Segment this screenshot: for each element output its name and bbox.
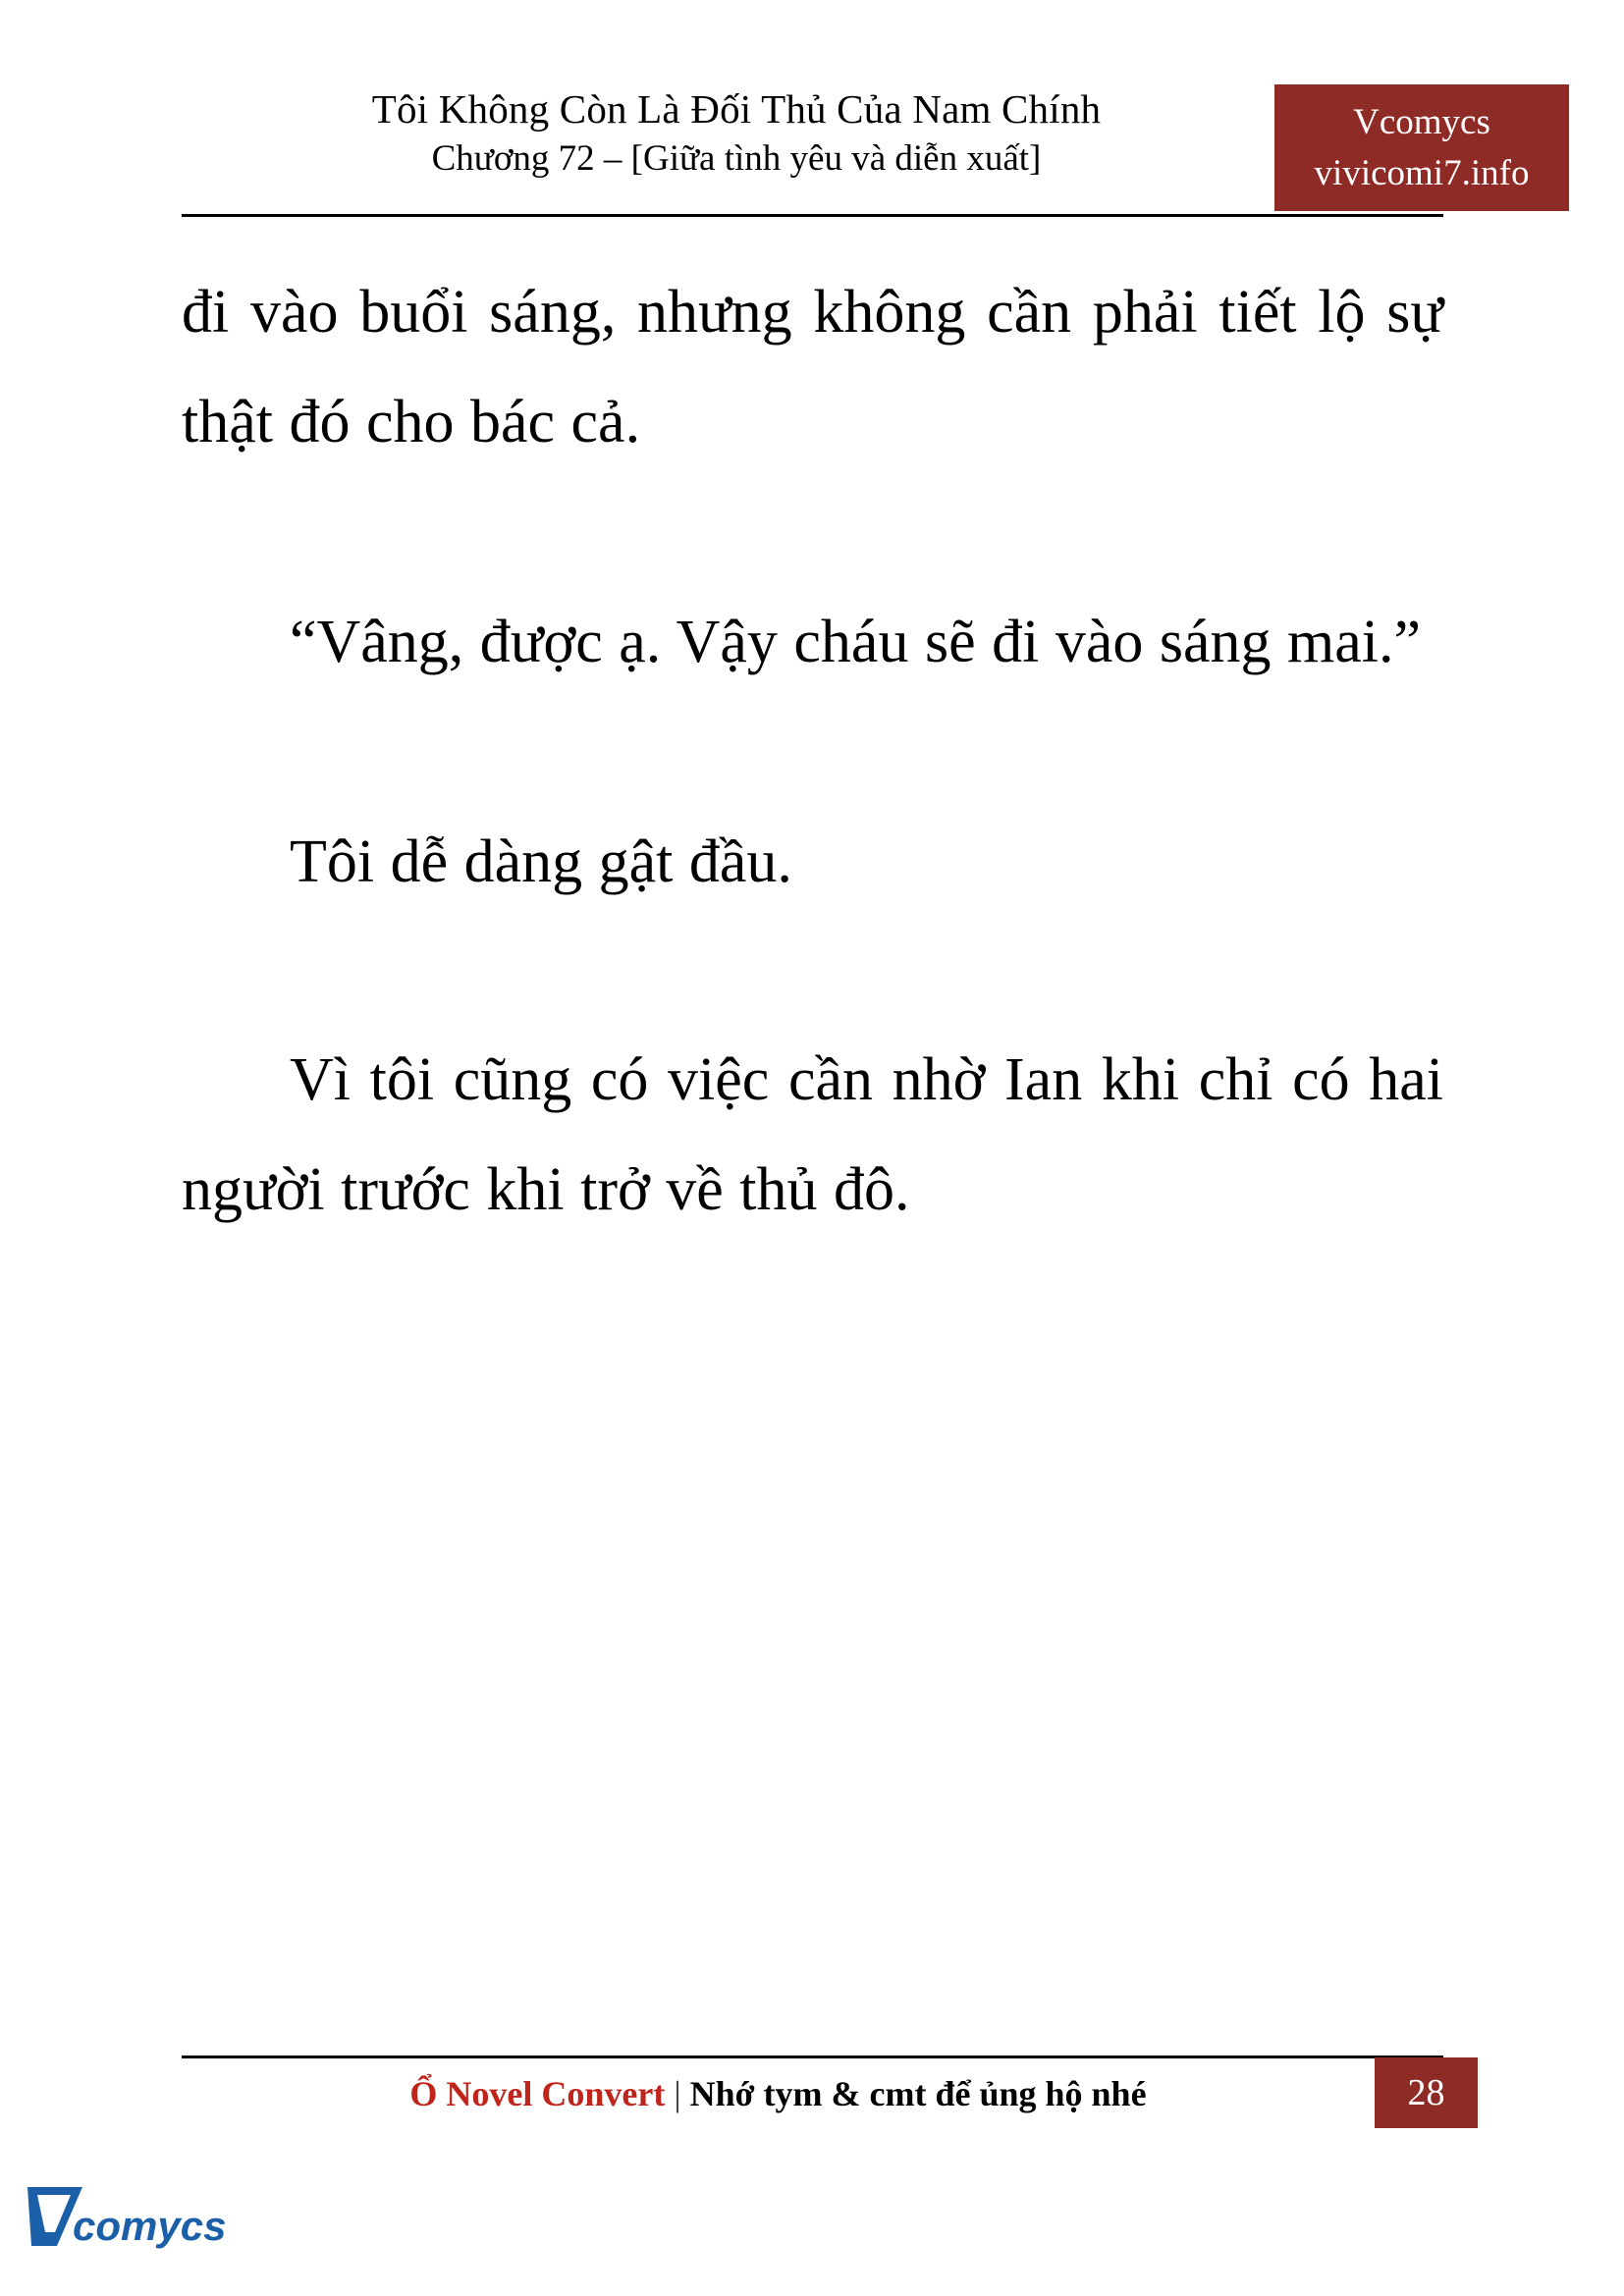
novel-title: Tôi Không Còn Là Đối Thủ Của Nam Chính [371,86,1102,132]
paragraph: “Vâng, được ạ. Vậy cháu sẽ đi vào sáng mai.” [290,609,1421,675]
footer-separator: | [674,2074,681,2113]
paragraph-spacer [182,477,1443,587]
vcomycs-watermark-logo [22,2181,277,2271]
page-content [182,257,1443,1245]
page-footer [182,2056,1443,2134]
brand-name: Vcomycs [1353,102,1490,142]
site-brand-badge [1274,84,1569,211]
paragraph: Tôi dễ dàng gật đầu. [290,828,792,895]
paragraph: đi vào buổi sáng, nhưng không cần phải tiết lộ sự thật đó cho bác cả. [182,279,1443,455]
page-number-badge: 28 [1375,2057,1478,2128]
svg-text:comycs: comycs [73,2203,227,2249]
page-header [182,83,1530,216]
brand-url: vivicomi7.info [1314,153,1530,193]
footer-credit [182,2063,1375,2124]
footer-divider [182,2056,1443,2058]
paragraph-spacer [182,697,1443,807]
paragraph: Vì tôi cũng có việc cần nhờ Ian khi chỉ có hai người trước khi trở về thủ đô. [182,1046,1443,1223]
chapter-title: Chương 72 – [Giữa tình yêu và diễn xuất] [431,138,1042,179]
footer-brand: Ổ Novel Convert [409,2074,666,2113]
footer-note: Nhớ tym & cmt để ủng hộ nhé [689,2074,1147,2113]
header-divider [182,214,1443,217]
paragraph-spacer [182,917,1443,1025]
header-title-block [182,83,1291,184]
